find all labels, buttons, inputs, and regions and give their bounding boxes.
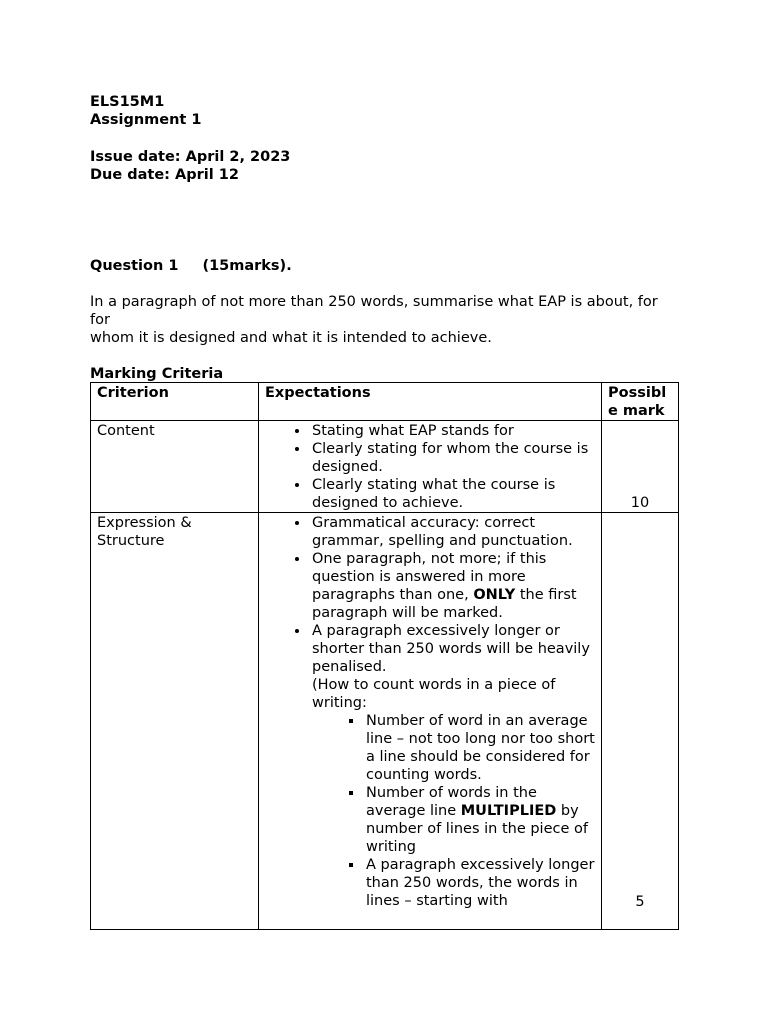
- criterion-expression: Expression & Structure: [91, 513, 259, 930]
- criterion-content: Content: [91, 421, 259, 513]
- issue-date: Issue date: April 2, 2023: [90, 149, 291, 165]
- sub-list-item: ▪ Number of words in the average line MULTIPLIED by number of lines in the piece of writing: [364, 784, 595, 856]
- list-item: • One paragraph, not more; if this question is answered in more paragraphs than one, ONLY the first paragraph will be marked.: [310, 550, 595, 622]
- table-row-expression: [91, 513, 679, 930]
- marking-criteria-table: [90, 382, 679, 930]
- table-header-row: [91, 383, 679, 421]
- assignment-title: Assignment 1: [90, 112, 202, 128]
- list-item: • Stating what EAP stands for: [310, 422, 595, 440]
- due-date: Due date: April 12: [90, 167, 239, 183]
- marking-criteria-heading: Marking Criteria: [90, 366, 224, 382]
- question-marks: (15marks).: [202, 258, 292, 274]
- question-prompt-line-1: In a paragraph of not more than 250 words, summarise what EAP is about, for: [90, 294, 658, 310]
- question-heading: [90, 257, 292, 275]
- column-header-expectations: Expectations: [259, 383, 602, 421]
- list-item: • Clearly stating what the course is designed to achieve.: [310, 476, 595, 512]
- question-prompt-line-1-wrap: for: [90, 312, 110, 328]
- word-count-note: (How to count words in a piece of writing:: [312, 677, 556, 711]
- sub-list-item: ▪ A paragraph excessively longer than 250 words, the words in lines – starting with: [364, 856, 595, 910]
- mark-content: [602, 421, 679, 513]
- sub-list-item: ▪ Number of word in an average line – not too long nor too short a line should be considered for counting words.: [364, 712, 595, 784]
- table-row-content: [91, 421, 679, 513]
- list-item: • Clearly stating for whom the course is designed.: [310, 440, 595, 476]
- expectations-expression: [259, 513, 602, 930]
- expectations-content: [259, 421, 602, 513]
- list-item: • Grammatical accuracy: correct grammar, spelling and punctuation.: [310, 514, 595, 550]
- column-header-criterion: Criterion: [91, 383, 259, 421]
- list-item: • A paragraph excessively longer or shorter than 250 words will be heavily penalised. (How to count words in a piece of writing: ▪ Number of word in an average line – not too long nor too short a line should be considered for counting words. ▪ Number of words in the average line MULTIPLIED by number of lines in the piece of writing ▪ A paragraph excessively longer than 250 words, the words in lines – starting with: [310, 622, 595, 910]
- mark-value: 5: [635, 894, 645, 910]
- question-title: Question 1: [90, 258, 179, 274]
- question-prompt-line-2: whom it is designed and what it is intended to achieve.: [90, 330, 492, 346]
- column-header-possible-mark: Possible mark: [602, 383, 679, 421]
- mark-value: 10: [630, 495, 650, 511]
- course-code: ELS15M1: [90, 94, 165, 110]
- mark-expression: [602, 513, 679, 930]
